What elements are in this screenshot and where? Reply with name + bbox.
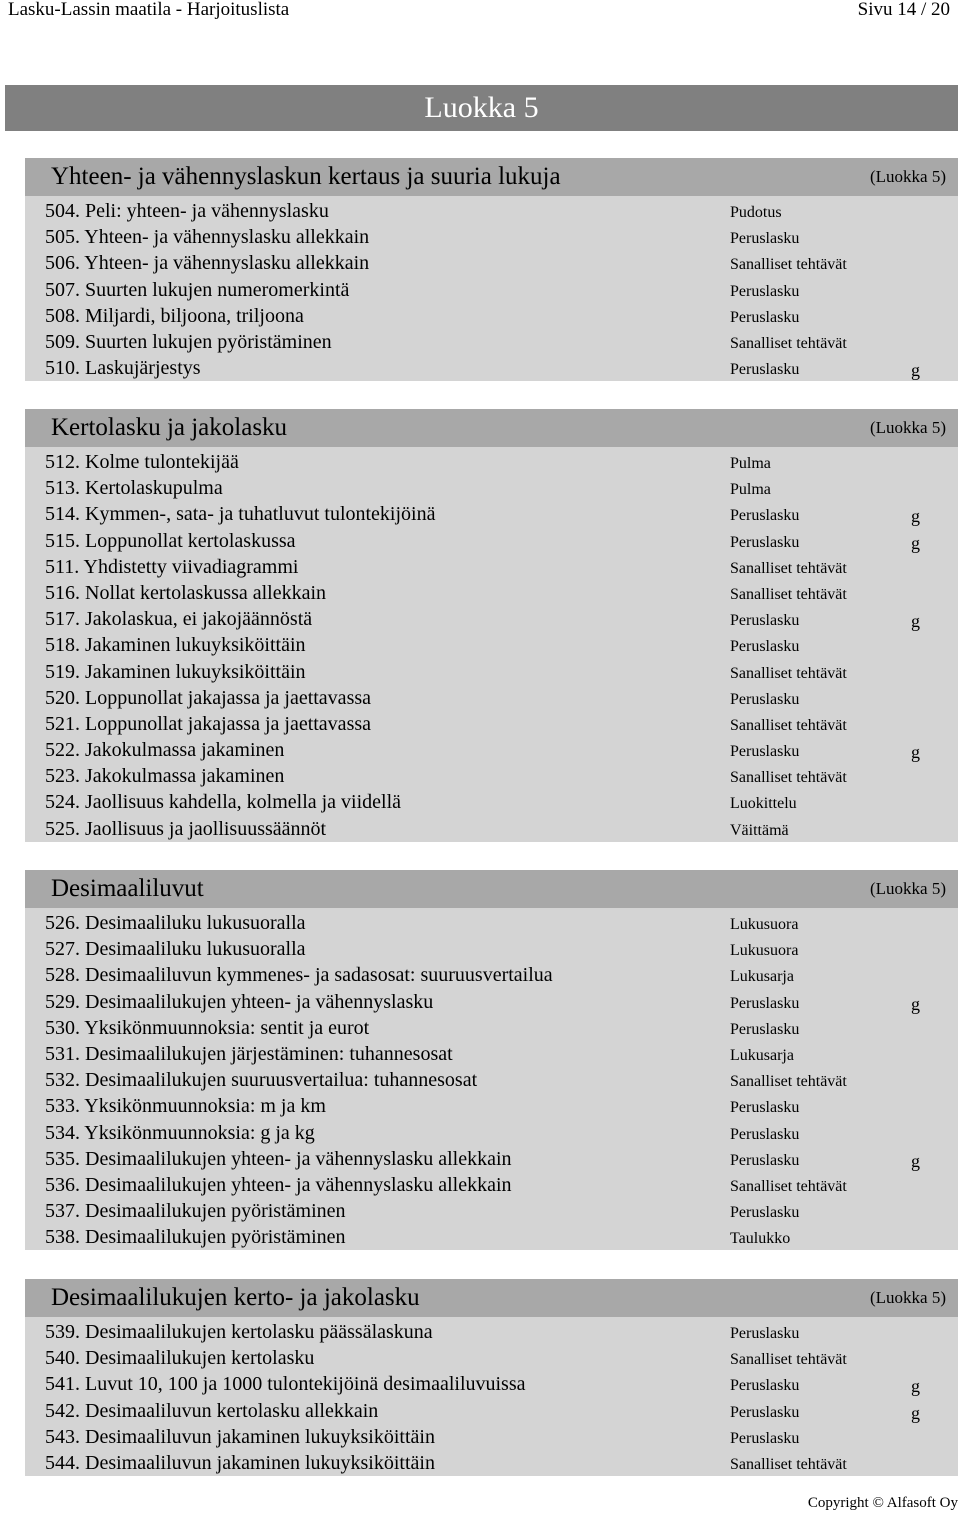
exercise-row[interactable]	[25, 737, 958, 763]
exercise-type: Peruslasku	[730, 507, 800, 525]
exercise-label: 507. Suurten lukujen numeromerkintä	[45, 278, 350, 301]
exercise-type: Peruslasku	[730, 1325, 800, 1342]
exercise-row[interactable]	[25, 936, 958, 962]
exercise-mark: g	[911, 1376, 920, 1397]
exercise-type: Lukusuora	[730, 916, 799, 933]
exercise-label: 523. Jakokulmassa jakaminen	[45, 765, 285, 788]
exercise-row[interactable]	[25, 989, 958, 1015]
section	[25, 158, 958, 381]
section-grade: (Luokka 5)	[869, 418, 946, 437]
exercise-mark: g	[911, 1402, 920, 1423]
exercise-mark: g	[911, 506, 920, 527]
exercise-type: Sanalliset tehtävät	[730, 256, 847, 274]
exercise-row[interactable]	[25, 198, 958, 224]
section	[25, 870, 958, 1250]
exercise-row[interactable]	[25, 711, 958, 737]
exercise-row[interactable]	[25, 763, 958, 789]
section-title: Yhteen- ja vähennyslaskun kertaus ja suuria lukuja	[51, 163, 561, 190]
exercise-label: 532. Desimaalilukujen suuruusvertailua: tuhannesosat	[45, 1069, 478, 1092]
exercise-row[interactable]	[25, 1371, 958, 1397]
section-header	[25, 870, 958, 908]
exercise-mark: g	[911, 1150, 920, 1171]
exercise-type: Taulukko	[730, 1230, 791, 1248]
exercise-type: Peruslasku	[730, 1204, 800, 1222]
exercise-label: 537. Desimaalilukujen pyöristäminen	[45, 1200, 346, 1223]
exercise-row[interactable]	[25, 1015, 958, 1041]
exercise-row[interactable]	[25, 303, 958, 329]
exercise-type: Peruslasku	[730, 1429, 800, 1447]
copyright-footer: Copyright © Alfasoft Oy	[807, 1495, 958, 1511]
exercise-type: Sanalliset tehtävät	[730, 334, 847, 352]
exercise-row[interactable]	[25, 554, 958, 580]
exercise-label: 513. Kertolaskupulma	[45, 477, 223, 500]
exercise-mark: g	[911, 360, 920, 381]
exercise-type: Pudotus	[730, 204, 782, 221]
exercise-label: 542. Desimaaliluvun kertolasku allekkain	[45, 1399, 379, 1422]
exercise-label: 538. Desimaalilukujen pyöristäminen	[45, 1226, 346, 1249]
exercise-type: Lukusarja	[730, 968, 794, 986]
exercise-type: Peruslasku	[730, 308, 800, 326]
exercise-label: 539. Desimaalilukujen kertolasku päässälaskuna	[45, 1321, 433, 1343]
section-grade: (Luokka 5)	[869, 167, 946, 186]
exercise-row[interactable]	[25, 1424, 958, 1450]
document-title: Lasku-Lassin maatila - Harjoituslista	[8, 0, 290, 20]
exercise-label: 510. Laskujärjestys	[45, 357, 201, 380]
exercise-type: Peruslasku	[730, 361, 800, 379]
exercise-row[interactable]	[25, 1319, 958, 1345]
exercise-type: Sanalliset tehtävät	[730, 1073, 847, 1091]
exercise-list	[25, 1317, 958, 1476]
exercise-row[interactable]	[25, 1120, 958, 1146]
exercise-label: 512. Kolme tulontekijää	[45, 451, 239, 473]
section-header	[25, 158, 958, 196]
exercise-label: 504. Peli: yhteen- ja vähennyslasku	[45, 200, 329, 222]
exercise-type: Pulma	[730, 481, 771, 499]
exercise-row[interactable]	[25, 1093, 958, 1119]
exercise-label: 525. Jaollisuus ja jaollisuussäännöt	[45, 817, 327, 840]
exercise-label: 506. Yhteen- ja vähennyslasku allekkain	[45, 252, 370, 275]
exercise-type: Sanalliset tehtävät	[730, 1177, 847, 1195]
exercise-row[interactable]	[25, 580, 958, 606]
exercise-type: Sanalliset tehtävät	[730, 1455, 847, 1473]
exercise-row[interactable]	[25, 632, 958, 658]
exercise-type: Lukusuora	[730, 942, 799, 960]
exercise-label: 534. Yksikönmuunnoksia: g ja kg	[45, 1121, 315, 1144]
exercise-label: 509. Suurten lukujen pyöristäminen	[45, 330, 332, 353]
exercise-type: Peruslasku	[730, 1125, 800, 1143]
exercise-label: 514. Kymmen-, sata- ja tuhatluvut tulontekijöinä	[45, 503, 436, 526]
section-grade: (Luokka 5)	[869, 879, 946, 898]
exercise-label: 511. Yhdistetty viivadiagrammi	[45, 555, 299, 578]
exercise-row[interactable]	[25, 1345, 958, 1371]
exercise-row[interactable]	[25, 1041, 958, 1067]
exercise-row[interactable]	[25, 1224, 958, 1250]
exercise-type: Peruslasku	[730, 743, 800, 761]
exercise-label: 524. Jaollisuus kahdella, kolmella ja viidellä	[45, 791, 402, 814]
exercise-label: 533. Yksikönmuunnoksia: m ja km	[45, 1095, 326, 1118]
exercise-label: 527. Desimaaliluku lukusuoralla	[45, 938, 306, 961]
exercise-label: 520. Loppunollat jakajassa ja jaettavassa	[45, 686, 372, 709]
exercise-type: Sanalliset tehtävät	[730, 1351, 847, 1369]
exercise-mark: g	[911, 993, 920, 1014]
exercise-label: 531. Desimaalilukujen järjestäminen: tuhannesosat	[45, 1042, 453, 1065]
exercise-label: 517. Jakolaskua, ei jakojäännöstä	[45, 608, 313, 631]
exercise-list	[25, 447, 958, 842]
exercise-label: 519. Jakaminen lukuyksiköittäin	[45, 660, 306, 683]
section-title: Kertolasku ja jakolasku	[51, 414, 288, 441]
exercise-row[interactable]	[25, 355, 958, 381]
exercise-mark: g	[911, 611, 920, 632]
exercise-row[interactable]	[25, 816, 958, 842]
exercise-type: Sanalliset tehtävät	[730, 769, 847, 787]
exercise-type: Sanalliset tehtävät	[730, 559, 847, 577]
exercise-label: 518. Jakaminen lukuyksiköittäin	[45, 634, 306, 657]
section-grade: (Luokka 5)	[869, 1288, 946, 1307]
section-header	[25, 409, 958, 447]
exercise-row[interactable]	[25, 1398, 958, 1424]
exercise-row[interactable]	[25, 606, 958, 632]
exercise-type: Sanalliset tehtävät	[730, 664, 847, 682]
exercise-type: Peruslasku	[730, 1377, 800, 1395]
class-banner: Luokka 5	[5, 85, 958, 131]
exercise-type: Väittämä	[730, 821, 789, 839]
exercise-type: Pulma	[730, 455, 771, 472]
exercise-label: 522. Jakokulmassa jakaminen	[45, 739, 285, 762]
exercise-label: 536. Desimaalilukujen yhteen- ja vähennyslasku allekkain	[45, 1173, 512, 1196]
exercise-row[interactable]	[25, 1450, 958, 1476]
exercise-label: 505. Yhteen- ja vähennyslasku allekkain	[45, 226, 370, 249]
exercise-type: Sanalliset tehtävät	[730, 716, 847, 734]
exercise-row[interactable]	[25, 962, 958, 988]
exercise-label: 521. Loppunollat jakajassa ja jaettavassa	[45, 712, 372, 735]
page-header	[0, 0, 960, 24]
exercise-row[interactable]	[25, 475, 958, 501]
exercise-type: Peruslasku	[730, 533, 800, 551]
section	[25, 409, 958, 842]
section-header	[25, 1279, 958, 1317]
exercise-row[interactable]	[25, 789, 958, 815]
exercise-label: 515. Loppunollat kertolaskussa	[45, 529, 296, 552]
exercise-row[interactable]	[25, 501, 958, 527]
exercise-row[interactable]	[25, 277, 958, 303]
exercise-label: 544. Desimaaliluvun jakaminen lukuyksiköittäin	[45, 1451, 435, 1474]
exercise-label: 541. Luvut 10, 100 ja 1000 tulontekijöinä desimaaliluvuissa	[45, 1373, 526, 1396]
exercise-type: Peruslasku	[730, 638, 800, 656]
exercise-mark: g	[911, 742, 920, 763]
exercise-label: 516. Nollat kertolaskussa allekkain	[45, 581, 327, 604]
exercise-type: Peruslasku	[730, 690, 800, 708]
exercise-label: 528. Desimaaliluvun kymmenes- ja sadasosat: suuruusvertailua	[45, 964, 553, 987]
section	[25, 1279, 958, 1476]
exercise-type: Luokittelu	[730, 795, 797, 813]
exercise-row[interactable]	[25, 685, 958, 711]
exercise-row[interactable]	[25, 250, 958, 276]
exercise-list	[25, 908, 958, 1250]
exercise-label: 529. Desimaalilukujen yhteen- ja vähennyslasku	[45, 990, 434, 1013]
exercise-row[interactable]	[25, 1146, 958, 1172]
exercise-type: Peruslasku	[730, 282, 800, 300]
exercise-row[interactable]	[25, 1067, 958, 1093]
exercise-type: Peruslasku	[730, 1151, 800, 1169]
exercise-mark: g	[911, 532, 920, 553]
exercise-type: Peruslasku	[730, 612, 800, 630]
exercise-row[interactable]	[25, 449, 958, 475]
section-title: Desimaaliluvut	[51, 875, 204, 902]
exercise-type: Lukusarja	[730, 1046, 794, 1064]
section-title: Desimaalilukujen kerto- ja jakolasku	[51, 1284, 420, 1311]
exercise-label: 540. Desimaalilukujen kertolasku	[45, 1347, 315, 1370]
exercise-type: Sanalliset tehtävät	[730, 585, 847, 603]
exercise-type: Peruslasku	[730, 1403, 800, 1421]
exercise-row[interactable]	[25, 224, 958, 250]
exercise-type: Peruslasku	[730, 994, 800, 1012]
exercise-row[interactable]	[25, 659, 958, 685]
page-number: Sivu 14 / 20	[857, 0, 950, 20]
exercise-label: 530. Yksikönmuunnoksia: sentit ja eurot	[45, 1016, 370, 1039]
exercise-type: Peruslasku	[730, 1020, 800, 1038]
exercise-label: 535. Desimaalilukujen yhteen- ja vähennyslasku allekkain	[45, 1147, 512, 1170]
exercise-type: Peruslasku	[730, 1099, 800, 1117]
exercise-label: 508. Miljardi, biljoona, triljoona	[45, 304, 304, 327]
exercise-row[interactable]	[25, 329, 958, 355]
exercise-row[interactable]	[25, 1198, 958, 1224]
exercise-row[interactable]	[25, 528, 958, 554]
exercise-list	[25, 196, 958, 381]
exercise-row[interactable]	[25, 1172, 958, 1198]
exercise-label: 526. Desimaaliluku lukusuoralla	[45, 912, 306, 934]
exercise-row[interactable]	[25, 910, 958, 936]
exercise-label: 543. Desimaaliluvun jakaminen lukuyksiköittäin	[45, 1425, 435, 1448]
exercise-type: Peruslasku	[730, 230, 800, 248]
